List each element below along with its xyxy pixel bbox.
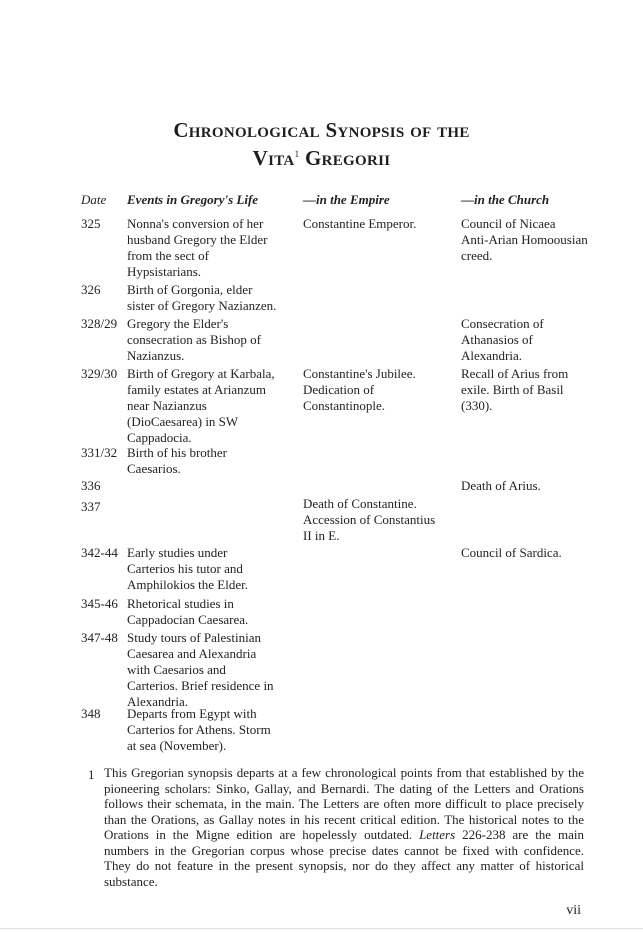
row-empire-event: Constantine's Jubilee. Dedication of Constantinople. (303, 366, 416, 413)
row-life-event: Nonna's conversion of her husband Gregory the Elder from the sect of Hypsistarians. (127, 216, 268, 279)
row-church-event: Consecration of Athanasios of Alexandria. (461, 316, 544, 363)
row-church-event: Recall of Arius from exile. Birth of Basil (330). (461, 366, 569, 413)
footnote-number: 1 (88, 767, 95, 782)
column-header-life: Events in Gregory's Life (127, 192, 259, 207)
row-date: 348 (81, 706, 101, 721)
title-footnote-mark[interactable]: 1 (294, 149, 300, 159)
row-date: 326 (81, 282, 101, 297)
row-date: 331/32 (81, 445, 118, 460)
row-church-event: Council of Nicaea Anti-Arian Homoousian creed. (461, 216, 588, 263)
row-date: 328/29 (81, 316, 118, 331)
row-date: 347-48 (81, 630, 118, 645)
row-date: 337 (81, 499, 101, 514)
footnote-letters-emphasis: Letters (419, 827, 456, 842)
column-header-date: Date (81, 192, 107, 207)
page-number: vii (566, 903, 581, 918)
page-title-line-1: Chronological Synopsis of the (173, 118, 470, 142)
row-date: 345-46 (81, 596, 118, 611)
row-empire-event: Constantine Emperor. (303, 216, 417, 231)
footnote-text-part-1: This Gregorian synopsis departs at a few chronological points from that established by the pioneering scholars: Sinko, Gallay, and Bernardi. The dating of the Letters and Orations follows their schemata, in the main. The Letters are often more difficult to place precisely than the Orations, as Gallay notes in his recent critical edition. The historical notes to the Orations in the Migne edition are hopelessly outdated. (104, 765, 584, 842)
page-bottom-divider (0, 928, 643, 929)
row-life-event: Early studies under Carterios his tutor and Amphilokios the Elder. (127, 545, 248, 592)
footnote-text (104, 765, 584, 889)
footnote-text-part-2: 226-238 are the main numbers in the Gregorian corpus whose precise dates cannot be fixed with confidence. They do not feature in the present synopsis, nor do they affect any matter of historical substance. (104, 827, 585, 889)
row-date: 325 (81, 216, 101, 231)
row-life-event: Departs from Egypt with Carterios for Athens. Storm at sea (November). (127, 706, 271, 753)
row-life-event: Study tours of Palestinian Caesarea and Alexandria with Caesarios and Carterios. Brief residence in Alexandria. (127, 630, 274, 709)
row-life-event: Rhetorical studies in Cappadocian Caesarea. (127, 596, 249, 627)
row-date: 329/30 (81, 366, 118, 381)
row-life-event: Birth of his brother Caesarios. (127, 445, 228, 476)
title-vita: Vita (252, 146, 295, 170)
row-date: 342-44 (81, 545, 118, 560)
column-header-church: —in the Church (461, 192, 550, 207)
row-life-event: Birth of Gorgonia, elder sister of Gregory Nazianzen. (127, 282, 277, 313)
page-title-line-2 (0, 146, 643, 171)
row-life-event: Gregory the Elder's consecration as Bishop of Nazianzus. (127, 316, 261, 363)
column-header-empire: —in the Empire (303, 192, 390, 207)
row-church-event: Death of Arius. (461, 478, 541, 493)
row-empire-event: Death of Constantine. Accession of Constantius II in E. (303, 496, 436, 543)
row-church-event: Council of Sardica. (461, 545, 562, 560)
row-life-event: Birth of Gregory at Karbala, family estates at Arianzum near Nazianzus (DioCaesarea) in SW Cappadocia. (127, 366, 275, 445)
row-date: 336 (81, 478, 101, 493)
title-gregorii: Gregorii (299, 146, 391, 170)
